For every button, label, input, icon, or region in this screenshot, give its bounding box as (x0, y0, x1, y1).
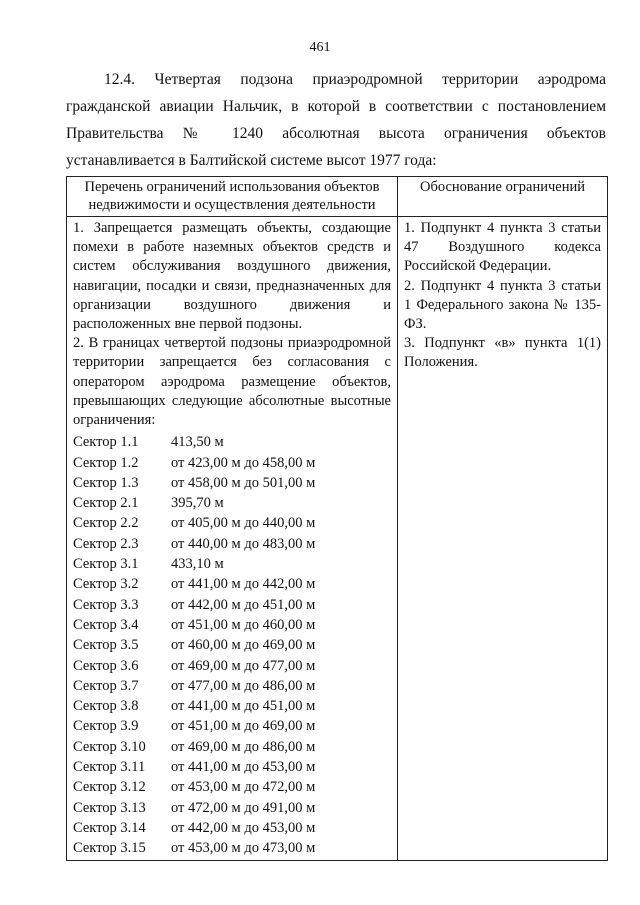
sector-name: Сектор 3.9 (73, 718, 139, 735)
sector-name: Сектор 3.15 (73, 840, 146, 857)
sector-name: Сектор 3.12 (73, 779, 146, 796)
sector-height-limit: от 442,00 м до 451,00 м (171, 596, 316, 613)
sector-row (73, 716, 391, 736)
sector-row (73, 838, 391, 858)
header-restrictions: Перечень ограничений использования объектов недвижимости и осуществления деятельности (67, 177, 398, 217)
sector-name: Сектор 3.4 (73, 616, 139, 633)
restrictions-cell (67, 217, 398, 861)
sector-height-limit: от 451,00 м до 469,00 м (171, 718, 316, 735)
sector-name: Сектор 3.10 (73, 738, 146, 755)
sector-row (73, 493, 391, 513)
sector-name: Сектор 3.1 (73, 556, 139, 573)
sector-height-limit: от 460,00 м до 469,00 м (171, 637, 316, 654)
sector-row (73, 554, 391, 574)
sector-row (73, 676, 391, 696)
intro-paragraph (66, 66, 606, 174)
sector-name: Сектор 1.2 (73, 454, 139, 471)
sector-height-limit: от 441,00 м до 442,00 м (171, 576, 316, 593)
sector-row (73, 534, 391, 554)
sector-row (73, 513, 391, 533)
sector-height-limit: от 423,00 м до 458,00 м (171, 454, 316, 471)
sector-name: Сектор 1.1 (73, 434, 139, 451)
sector-name: Сектор 1.3 (73, 474, 139, 491)
restrictions-table (66, 176, 608, 861)
sector-row (73, 818, 391, 838)
table-body-row (67, 217, 608, 861)
restriction-item-2: 2. В границах четвертой подзоны приаэродромной территории запрещается без согласования с оператором аэродрома размещение объектов, превышающих следующие абсолютные высотные ограничения: (73, 335, 391, 429)
restriction-item-1: 1. Запрещается размещать объекты, создающие помехи в работе наземных объектов средств и систем обслуживания воздушного движения, навигации, посадки и связи, предназначенных для организации воздушного движения и расположенных вне первой подзоны. (73, 220, 391, 333)
sector-height-limit: от 469,00 м до 486,00 м (171, 738, 316, 755)
table-header-row (67, 177, 608, 217)
sector-name: Сектор 3.7 (73, 677, 139, 694)
sector-height-limit: 395,70 м (171, 495, 224, 512)
sector-row (73, 757, 391, 777)
sector-height-limit: от 458,00 м до 501,00 м (171, 474, 316, 491)
sector-row (73, 473, 391, 493)
sector-row (73, 737, 391, 757)
justification-item-2: 2. Подпункт 4 пункта 3 статьи 1 Федерального закона № 135-ФЗ. (404, 277, 601, 333)
sector-row (73, 595, 391, 615)
sector-height-limit: от 453,00 м до 473,00 м (171, 840, 316, 857)
sector-name: Сектор 2.2 (73, 515, 139, 532)
sector-height-limit: от 472,00 м до 491,00 м (171, 799, 316, 816)
sector-height-limit: от 451,00 м до 460,00 м (171, 616, 316, 633)
sector-row (73, 574, 391, 594)
header-justification: Обоснование ограничений (398, 177, 608, 217)
sector-name: Сектор 3.2 (73, 576, 139, 593)
sector-row (73, 777, 391, 797)
justification-item-1: 1. Подпункт 4 пункта 3 статьи 47 Воздушного кодекса Российской Федерации. (404, 220, 601, 275)
sector-name: Сектор 3.8 (73, 698, 139, 715)
sector-name: Сектор 3.3 (73, 596, 139, 613)
sector-height-limit: от 453,00 м до 472,00 м (171, 779, 316, 796)
sector-name: Сектор 2.3 (73, 535, 139, 552)
sector-list (73, 432, 391, 858)
page-number: 461 (309, 40, 331, 55)
sector-row (73, 615, 391, 635)
sector-height-limit: 433,10 м (171, 556, 224, 573)
sector-name: Сектор 3.14 (73, 819, 146, 836)
intro-text: 12.4. Четвертая подзона приаэродромной территории аэродрома гражданской авиации Нальчик, в которой в соответствии с постановлением Правительства № 1240 абсолютная высота ограничения объектов устанавливается в Балтийской системе высот 1977 года: (66, 71, 606, 169)
sector-name: Сектор 3.6 (73, 657, 139, 674)
sector-name: Сектор 2.1 (73, 495, 139, 512)
sector-height-limit: от 477,00 м до 486,00 м (171, 677, 316, 694)
sector-name: Сектор 3.11 (73, 758, 146, 775)
sector-height-limit: от 441,00 м до 453,00 м (171, 758, 316, 775)
sector-name: Сектор 3.5 (73, 637, 139, 654)
sector-height-limit: 413,50 м (171, 434, 224, 451)
sector-height-limit: от 441,00 м до 451,00 м (171, 698, 316, 715)
sector-row (73, 432, 391, 452)
sector-height-limit: от 440,00 м до 483,00 м (171, 535, 316, 552)
sector-row (73, 656, 391, 676)
sector-row (73, 696, 391, 716)
justification-cell (398, 217, 608, 861)
sector-row (73, 798, 391, 818)
sector-height-limit: от 442,00 м до 453,00 м (171, 819, 316, 836)
sector-height-limit: от 405,00 м до 440,00 м (171, 515, 316, 532)
sector-name: Сектор 3.13 (73, 799, 146, 816)
sector-row (73, 453, 391, 473)
justification-item-3: 3. Подпункт «в» пункта 1(1) Положения. (404, 335, 601, 371)
sector-height-limit: от 469,00 м до 477,00 м (171, 657, 316, 674)
sector-row (73, 635, 391, 655)
